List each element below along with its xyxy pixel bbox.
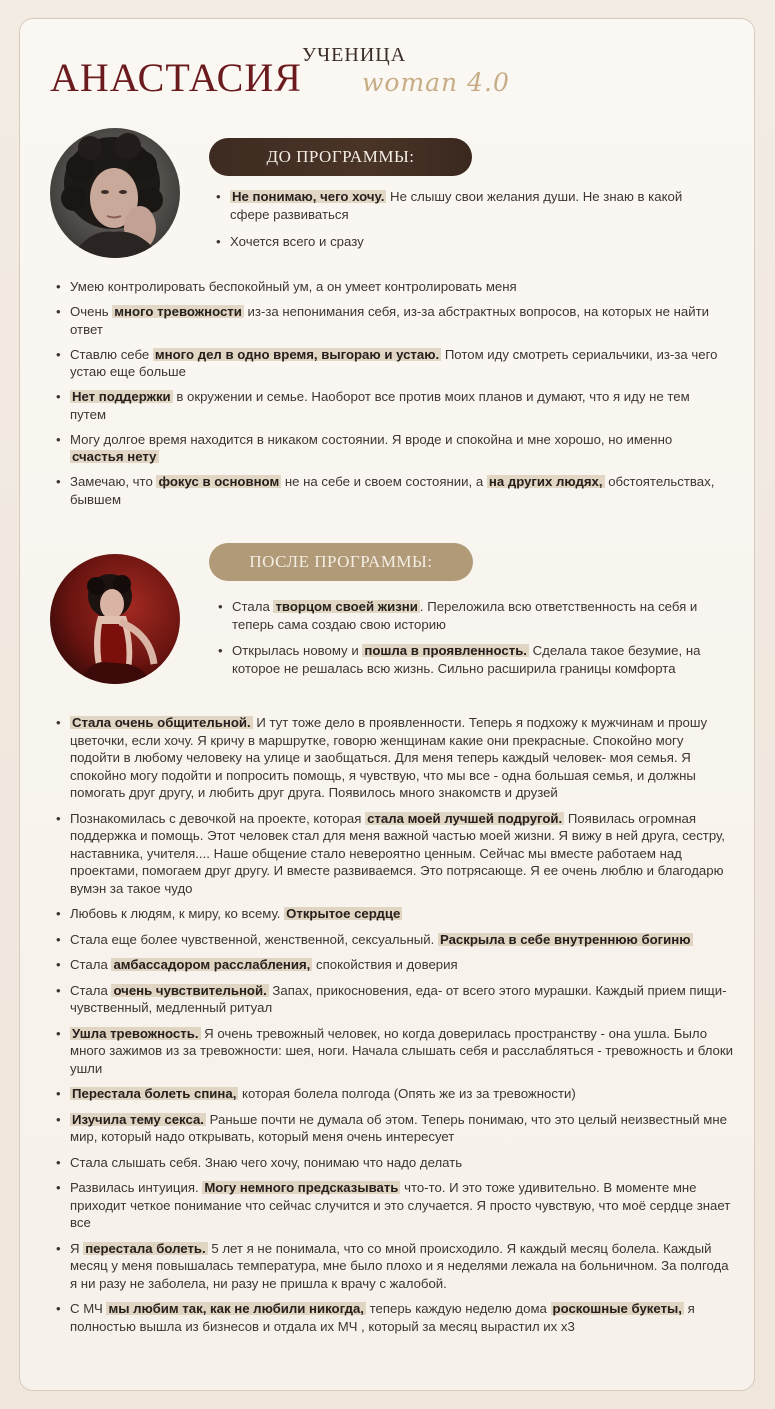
highlighted-text: Могу немного предсказывать xyxy=(204,1180,399,1195)
student-label: УЧЕНИЦА xyxy=(302,44,407,66)
list-item xyxy=(56,810,736,898)
highlighted-text: роскошные букеты, xyxy=(552,1301,682,1316)
highlighted-text: Перестала болеть спина, xyxy=(72,1086,237,1101)
portrait-after-image xyxy=(50,554,180,684)
item-text: Умею контролировать беспокойный ум, а он умеет контролировать меня xyxy=(70,279,517,294)
item-text: Я очень тревожный человек, но когда доверилась пространству - она ушла. Было много зажимов из за тревожности: шея, ноги. Начала слышать себя и расслабляться - тревожность и блоки ушли xyxy=(70,1025,734,1076)
before-list xyxy=(56,278,728,516)
highlighted-text: пошла в проявленность. xyxy=(364,643,527,658)
after-top-list xyxy=(218,598,728,686)
item-text: Очень xyxy=(70,304,113,319)
item-text: Замечаю, что xyxy=(70,474,157,489)
item-text: Запах, прикосновения, еда- от всего этого мурашки. Каждый прием пищи- чувственный, медленный ритуал xyxy=(70,982,727,1015)
list-item xyxy=(56,714,736,802)
item-text: Стала еще более чувственной, женственной, сексуальный. xyxy=(70,931,438,947)
item-text: Раньше почти не думала об этом. Теперь понимаю, что это целый неизвестный мне мир, который надо открывать, который меня очень интересует xyxy=(70,1111,727,1144)
highlighted-text: перестала болеть. xyxy=(85,1240,206,1256)
list-item xyxy=(56,1085,736,1103)
list-item xyxy=(56,905,736,923)
item-text: спокойствия и доверия xyxy=(312,957,458,972)
item-text: Появилась огромная поддержка и помощь. Этот человек стал для меня важной частью моей жизни. Я вижу в ней друга, сестру, наставника, учителя.... Наше общение стало невероятно ценным. Сейчас мы вместе работаем над проектами, помогаем друг другу. И вместе развиваемся. Это потрясающе. Я ее очень люблю и благодарю вумэн за такое чудо xyxy=(70,810,725,896)
item-text: теперь каждую неделю дома xyxy=(365,1301,551,1316)
list-item xyxy=(218,598,728,633)
item-text: И тут тоже дело в проявленности. Теперь я подхожу к мужчинам и прошу цветочки, если хочу. Я кричу в маршрутке, говорю женщинам какие они прекрасные. Спокойно могу подойти в любому человеку на улице и заобщаться. Для меня теперь каждый человек- моя семья. Я спокойно могу подойти и попросить помощь, я чувствую, что мы все - одна большая семья, и должны помогать друг другу, и любить друг друга. Появилось много знакомств и друзей xyxy=(70,715,708,800)
avatar-before xyxy=(50,128,180,258)
list-item xyxy=(56,956,736,974)
item-text: Потом иду смотреть сериальчики, из-за чего устаю еще больше xyxy=(70,346,718,379)
highlighted-text: фокус в основном xyxy=(158,474,280,489)
item-text: Стала xyxy=(232,599,274,614)
list-item xyxy=(216,233,686,251)
highlighted-text: много дел в одно время, выгораю и устаю. xyxy=(154,346,440,362)
highlighted-text: Изучила тему секса. xyxy=(72,1111,204,1127)
item-text: 5 лет я не понимала, что со мной происходило. Я каждый месяц болела. Каждый месяц у меня повышалась температура, мне было плохо и я неделями лежала на больничном. За полгода я ни разу не заболела, ни разу не пришла к врачу с жалобой. xyxy=(70,1240,729,1291)
list-item xyxy=(56,431,728,466)
item-text: обстоятельствах, бывшем xyxy=(70,474,715,507)
highlighted-text: счастья нету xyxy=(72,449,157,464)
highlighted-text: Стала очень общительной. xyxy=(72,715,251,730)
highlighted-text: творцом своей жизни xyxy=(275,599,418,614)
highlighted-text: амбассадором расслабления, xyxy=(113,957,311,972)
item-text: Стала xyxy=(70,957,112,972)
portrait-before-image xyxy=(50,128,180,258)
item-text: Я xyxy=(70,1240,84,1256)
list-item xyxy=(56,1025,736,1078)
header xyxy=(50,40,550,110)
after-list xyxy=(56,714,736,1343)
item-text: . Переложила всю ответственность на себя и теперь сама создаю свою историю xyxy=(232,599,698,632)
list-item xyxy=(56,1240,736,1293)
item-text: не на себе и своем состоянии, а xyxy=(281,474,487,489)
list-item xyxy=(218,642,728,677)
highlighted-text: стала моей лучшей подругой. xyxy=(367,810,563,826)
list-item xyxy=(56,303,728,338)
highlighted-text: на других людях, xyxy=(488,474,603,489)
program-brand: woman 4.0 xyxy=(362,68,510,97)
avatar-after xyxy=(50,554,180,684)
student-name: АНАСТАСИЯ xyxy=(50,55,302,100)
list-item xyxy=(56,473,728,508)
item-text: Сделала такое безумие, на которое не решалась всю жизнь. Сильно расширила границы комфорта xyxy=(232,643,701,676)
after-program-badge xyxy=(209,543,473,581)
list-item xyxy=(56,931,736,949)
highlighted-text: Раскрыла в себе внутреннюю богиню xyxy=(439,931,691,947)
item-text: Стала xyxy=(70,982,112,998)
highlighted-text: Не понимаю, чего хочу. xyxy=(232,189,385,204)
item-text: Стала слышать себя. Знаю чего хочу, понимаю что надо делать xyxy=(70,1154,463,1170)
list-item xyxy=(56,1179,736,1232)
item-text: Открылась новому и xyxy=(232,643,363,658)
item-text: Любовь к людям, к миру, ко всему. xyxy=(70,906,285,921)
item-text: Ставлю себе xyxy=(70,346,153,362)
item-text: Хочется всего и сразу xyxy=(230,234,364,249)
item-text: из-за непонимания себя, из-за абстрактных вопросов, на которых не найти ответ xyxy=(70,304,709,337)
highlighted-text: много тревожности xyxy=(114,304,242,319)
list-item xyxy=(56,388,728,423)
item-text: Познакомилась с девочкой на проекте, которая xyxy=(70,810,366,826)
before-top-list xyxy=(216,188,686,261)
list-item xyxy=(56,346,728,381)
before-program-title: ДО ПРОГРАММЫ: xyxy=(266,147,415,166)
list-item xyxy=(56,1154,736,1172)
list-item xyxy=(56,278,728,296)
item-text: Могу долгое время находится в никаком состоянии. Я вроде и спокойна и мне хорошо, но именно xyxy=(70,431,673,447)
highlighted-text: мы любим так, как не любили никогда, xyxy=(108,1301,364,1316)
item-text: С МЧ xyxy=(70,1301,107,1316)
list-item xyxy=(56,982,736,1017)
list-item xyxy=(216,188,686,223)
item-text: которая болела полгода (Опять же из за тревожности) xyxy=(238,1086,576,1101)
before-program-badge xyxy=(209,138,472,176)
item-text: я полностью вышла из бизнесов и отдала их МЧ , который за месяц вырастил их х3 xyxy=(70,1301,695,1334)
item-text: Развилась интуиция. xyxy=(70,1180,203,1195)
highlighted-text: Ушла тревожность. xyxy=(72,1025,199,1041)
list-item xyxy=(56,1111,736,1146)
item-text: в окружении и семье. Наоборот все против моих планов и думают, что я иду не тем путем xyxy=(70,389,690,422)
item-text: что-то. И это тоже удивительно. В моменте мне приходит четкое понимание что сейчас случится и это случается. Я просто чувствую, что моё сердце знает все xyxy=(70,1180,731,1230)
highlighted-text: Открытое сердце xyxy=(286,906,401,921)
item-text: Не слышу свои желания души. Не знаю в какой сфере развиваться xyxy=(230,189,683,222)
highlighted-text: очень чувствительной. xyxy=(113,982,267,998)
after-program-title: ПОСЛЕ ПРОГРАММЫ: xyxy=(249,552,433,571)
list-item xyxy=(56,1300,736,1335)
highlighted-text: Нет поддержки xyxy=(72,389,171,404)
